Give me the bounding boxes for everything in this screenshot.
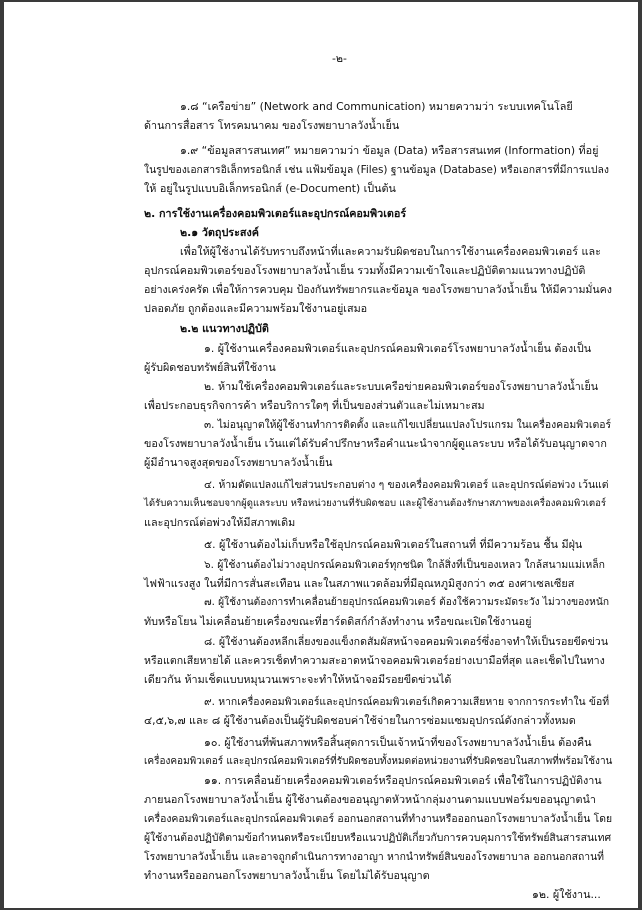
rule-8-line-1: ๘. ผู้ใช้งานต้องหลีกเลี่ยงของแข็งกดสัมผัสหน้าจอคอมพิวเตอร์ซึ่งอาจทำให้เป็นรอยขีดข่วน [204,636,609,648]
rule-11-line-6: ทำงานหรือออกนอกโรงพยาบาลวังน้ำเย็น โดยไม่ได้รับอนุญาต [144,869,430,882]
rule-10-line-2: เครื่องคอมพิวเตอร์ และอุปกรณ์คอมพิวเตอร์ที่รับผิดชอบทั้งหมดต่อหน่วยงานที่รับผิดชอบในสภาพที่พร้อมใช้งาน [144,756,613,767]
definition-1-9-line-2: ในรูปของเอกสารอิเล็กทรอนิกส์ เช่น แฟ้มข้อมูล (Files) ฐานข้อมูล (Database) หรือเอกสารที่มีการแปลง [144,164,609,176]
rule-2-line-2: เพื่อประกอบธุรกิจการค้า หรือบริการใดๆ ที่เป็นของส่วนตัวและไม่เหมาะสม [144,399,485,412]
rule-11-line-1: ๑๑. การเคลื่อนย้ายเครื่องคอมพิวเตอร์หรืออุปกรณ์คอมพิวเตอร์ เพื่อใช้ในการปฏิบัติงาน [204,774,602,787]
rule-8-line-3: เดียวกัน ห้ามเช็ดแบบหมุนวนเพราะจะทำให้หน้าจอมีรอยขีดข่วนได้ [144,673,452,686]
section-2-1-title: ๒.๑ วัตถุประสงค์ [180,226,259,239]
objective-line-1: เพื่อให้ผู้ใช้งานได้รับทราบถึงหน้าที่และความรับผิดชอบในการใช้งานเครื่องคอมพิวเตอร์ และ [180,245,601,258]
definition-1-8-line-1: ๑.๘ “เครือข่าย” (Network and Communication) หมายความว่า ระบบเทคโนโลยี [180,100,573,113]
rule-3-line-3: ผู้มีอำนาจสูงสุดของโรงพยาบาลวังน้ำเย็น [144,456,333,469]
rule-2-line-1: ๒. ห้ามใช้เครื่องคอมพิวเตอร์และระบบเครือข่ายคอมพิวเตอร์ของโรงพยาบาลวังน้ำเย็น [204,380,599,393]
rule-4-line-1: ๔. ห้ามดัดแปลงแก้ไขส่วนประกอบต่าง ๆ ของเครื่องคอมพิวเตอร์ และอุปกรณ์ต่อพ่วง เว้นแต่ [204,479,609,491]
section-2-title: ๒. การใช้งานเครื่องคอมพิวเตอร์และอุปกรณ์คอมพิวเตอร์ [144,207,407,220]
objective-line-4: ปลอดภัย ถูกต้องและมีความพร้อมใช้งานอยู่เสมอ [144,302,368,315]
rule-1-line-2: ผู้รับผิดชอบทรัพย์สินที่ใช้งาน [144,361,276,374]
rule-4-line-3: และอุปกรณ์ต่อพ่วงให้มีสภาพเดิม [144,516,296,529]
rule-3-line-1: ๓. ไม่อนุญาตให้ผู้ใช้งานทำการติดตั้ง และแก้ไขเปลี่ยนแปลงโปรแกรม ในเครื่องคอมพิวเตอร์ [204,419,612,431]
objective-line-2: อุปกรณ์คอมพิวเตอร์ของโรงพยาบาลวังน้ำเย็น รวมทั้งมีความเข้าใจและปฏิบัติตามแนวทางปฏิบัติ [144,264,586,277]
rule-7-line-2: ทับหรือโยน ไม่เคลื่อนย้ายเครื่องขณะที่ฮาร์ดดิสก์กำลังทำงาน หรือขณะเปิดใช้งานอยู่ [144,615,532,628]
rule-9-line-2: ๔,๕,๖,๗ และ ๘ ผู้ใช้งานต้องเป็นผู้รับผิดชอบค่าใช้จ่ายในการซ่อมแซมอุปกรณ์ดังกล่าวทั้งหมด [144,714,576,727]
section-2-2-title: ๒.๒ แนวทางปฏิบัติ [180,322,269,335]
rule-7-line-1: ๗. ผู้ใช้งานต้องการทำเคลื่อนย้ายอุปกรณ์คอมพิวเตอร์ ต้องใช้ความระมัดระวัง ไม่วางของหนัก [204,597,610,608]
document-page [4,2,638,908]
rule-1-line-1: ๑. ผู้ใช้งานเครื่องคอมพิวเตอร์และอุปกรณ์คอมพิวเตอร์โรงพยาบาลวังน้ำเย็น ต้องเป็น [204,342,592,355]
definition-1-9-line-1: ๑.๙ “ข้อมูลสารสนเทศ” หมายความว่า ข้อมูล (Data) หรือสารสนเทศ (Information) ที่อยู่ [180,144,599,157]
rule-11-line-2: ภายนอกโรงพยาบาลวังน้ำเย็น ผู้ใช้งานต้องขออนุญาตหัวหน้ากลุ่มงานตามแบบฟอร์มขออนุญาตนำ [144,793,596,806]
continuation-marker: ๑๒. ผู้ใช้งาน... [532,888,601,901]
rule-3-line-2: ของโรงพยาบาลวังน้ำเย็น เว้นแต่ได้รับคำปรึกษาหรือคำแนะนำจากผู้ดูแลระบบ หรือได้รับอนุญาตจาก [144,437,607,450]
rule-9-line-1: ๙. หากเครื่องคอมพิวเตอร์และอุปกรณ์คอมพิวเตอร์เกิดความเสียหาย จากการกระทำใน ข้อที่ [204,696,610,708]
rule-11-line-5: โรงพยาบาลวังน้ำเย็น และอาจถูกดำเนินการทางอาญา หากนำทรัพย์สินของโรงพยาบาล ออกนอกสถานที่ [144,851,605,863]
rule-10-line-1: ๑๐. ผู้ใช้งานที่พ้นสภาพหรือสิ้นสุดการเป็นเจ้าหน้าที่ของโรงพยาบาลวังน้ำเย็น ต้องคืน [204,736,592,749]
definition-1-9-line-3: ให้ อยู่ในรูปแบบอิเล็กทรอนิกส์ (e-Document) เป็นต้น [144,182,396,195]
rule-4-line-2: ได้รับความเห็นชอบจากผู้ดูแลระบบ หรือหน่วยงานที่รับผิดชอบ และผู้ใช้งานต้องรักษาสภาพของเครื่องคอมพิวเตอร์ [144,498,607,509]
rule-11-line-3: เครื่องคอมพิวเตอร์และอุปกรณ์คอมพิวเตอร์ ออกนอกสถานที่ทำงานหรือออกนอกโรงพยาบาลวังน้ำเย็น โดย [144,813,613,825]
rule-8-line-2: หรือแตกเสียหายได้ และควรเช็ดทำความสะอาดหน้าจอคอมพิวเตอร์อย่างเบามือที่สุด และเช็ดไปในทาง [144,655,605,667]
rule-6-line-1: ๖. ผู้ใช้งานต้องไม่วางอุปกรณ์คอมพิวเตอร์ทุกชนิด ใกล้สิ่งที่เป็นของเหลว ใกล้สนามแม่เหล็ก [204,559,605,571]
definition-1-8-line-2: ด้านการสื่อสาร โทรคมนาคม ของโรงพยาบาลวังน้ำเย็น [144,119,400,132]
objective-line-3: อย่างเคร่งครัด เพื่อให้การควบคุม ป้องกันทรัพยากรและข้อมูล ของโรงพยาบาลวังน้ำเย็น ให้มีความมั่นคง [144,284,612,296]
rule-11-line-4: ผู้ใช้งานต้องปฏิบัติตามข้อกำหนดหรือระเบียบหรือแนวปฏิบัติเกี่ยวกับการควบคุมการใช้ทรัพย์สินสารสนเทศ [144,832,612,844]
rule-6-line-2: ไฟฟ้าแรงสูง ในที่มีการสั่นสะเทือน และในสภาพแวดล้อมที่มีอุณหภูมิสูงกว่า ๓๕ องศาเซลเซียส [144,577,575,590]
rule-5-line-1: ๕. ผู้ใช้งานต้องไม่เก็บหรือใช้อุปกรณ์คอมพิวเตอร์ในสถานที่ ที่มีความร้อน ชื้น มีฝุ่น [204,538,583,551]
page-number: -๒- [332,52,347,65]
